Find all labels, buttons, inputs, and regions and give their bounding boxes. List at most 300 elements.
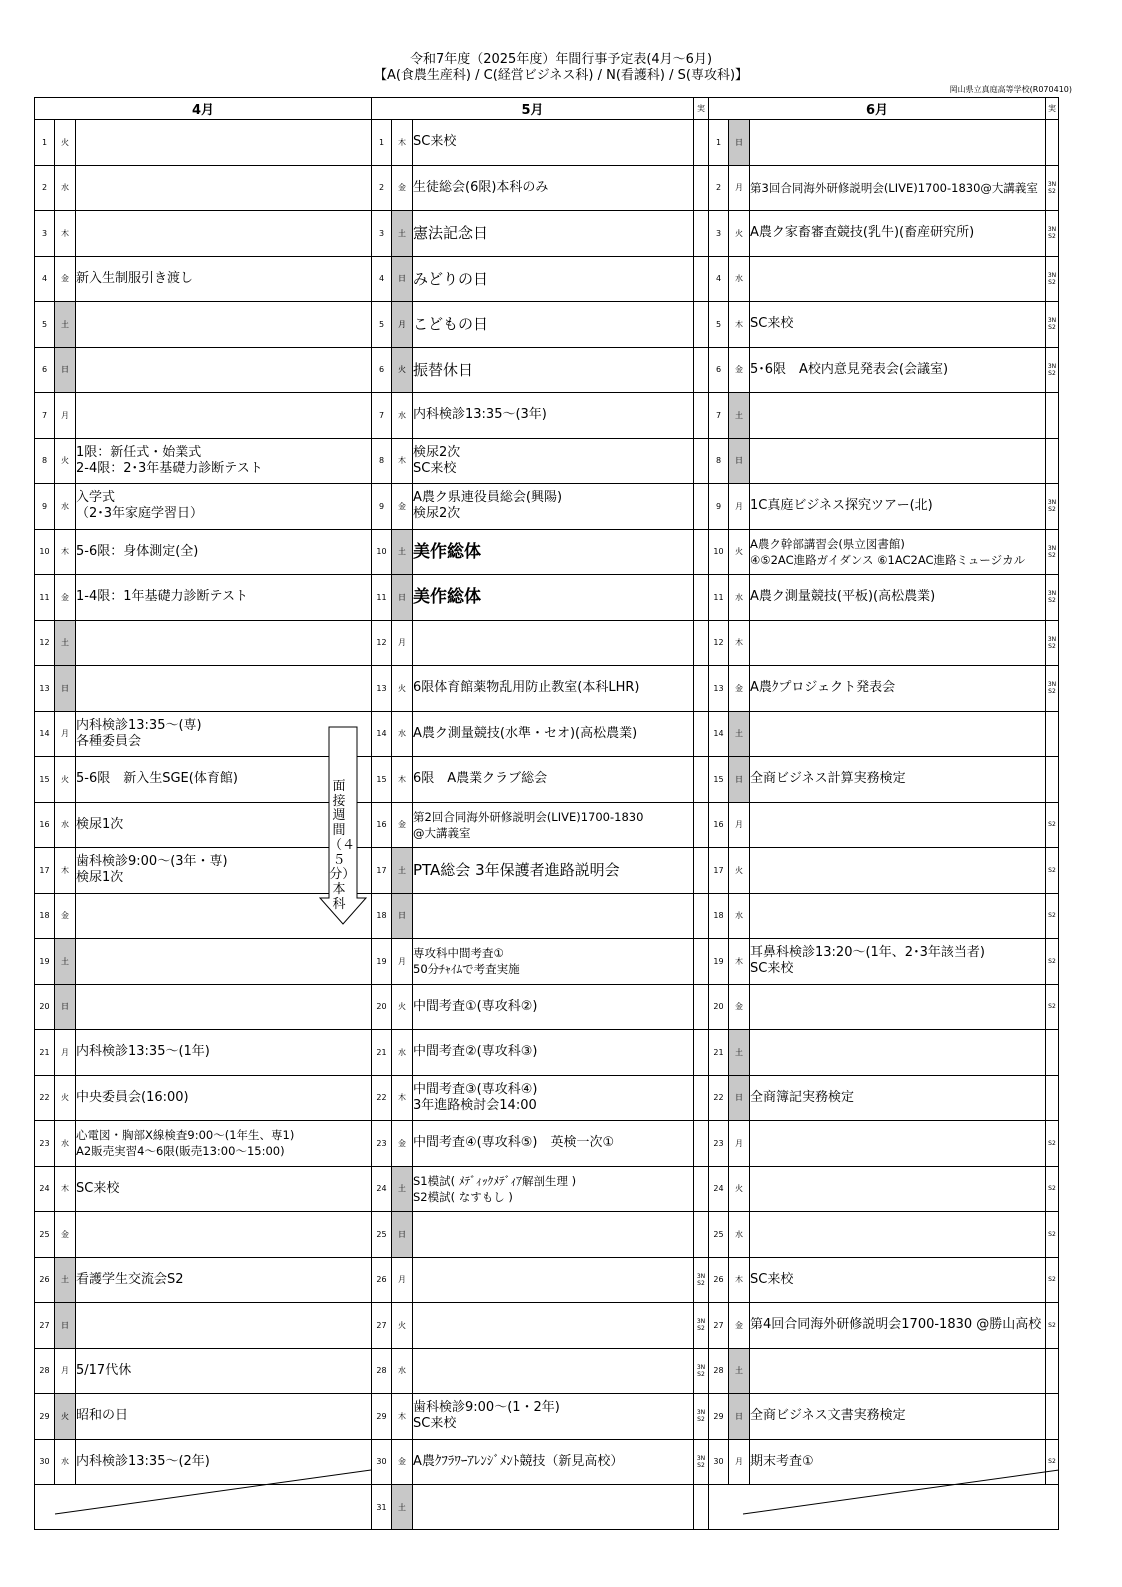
weekday-cell: 木 [392,757,413,803]
calendar-row [35,211,1059,257]
day-number: 26 [35,1257,55,1303]
weekday-cell: 木 [729,939,750,985]
jissi-cell: 3N S2 [1046,347,1059,393]
weekday-cell: 土 [55,302,76,348]
event-cell: 美作総体 [413,529,694,575]
event-cell [750,1166,1046,1212]
day-number: 10 [709,529,729,575]
day-number: 26 [709,1257,729,1303]
event-cell [76,666,372,712]
month-header-row [35,98,1059,120]
jissi-cell: 3N S2 [1046,484,1059,530]
weekday-cell: 水 [55,802,76,848]
day-number: 26 [372,1257,392,1303]
event-cell [750,393,1046,439]
day-number: 22 [709,1075,729,1121]
event-cell: こどもの日 [413,302,694,348]
weekday-cell: 金 [729,666,750,712]
event-cell [76,939,372,985]
event-cell [76,347,372,393]
day-number: 6 [35,347,55,393]
calendar-row [35,302,1059,348]
month-header-may: 5月 [372,98,694,120]
day-number: 15 [372,757,392,803]
day-number: 13 [709,666,729,712]
jissi-cell: 3N S2 [1046,165,1059,211]
event-cell [750,711,1046,757]
day-number: 12 [35,620,55,666]
day-number: 25 [35,1212,55,1258]
event-cell: 生徒総会(6限)本科のみ [413,165,694,211]
calendar-row [35,529,1059,575]
jissi-cell: 3N S2 [1046,575,1059,621]
day-number: 24 [372,1166,392,1212]
event-cell [413,1348,694,1394]
weekday-cell: 土 [392,211,413,257]
day-number: 28 [35,1348,55,1394]
event-cell: SC来校 [750,302,1046,348]
weekday-cell: 木 [392,438,413,484]
day-number: 9 [372,484,392,530]
day-number: 14 [35,711,55,757]
weekday-cell: 日 [729,757,750,803]
weekday-cell: 土 [392,1166,413,1212]
day-number: 24 [35,1166,55,1212]
interview-week-label: 面接週間（４５分）本科 [329,779,356,912]
weekday-cell: 月 [55,711,76,757]
day-number: 20 [372,984,392,1030]
event-cell: みどりの日 [413,256,694,302]
day-number: 2 [35,165,55,211]
weekday-cell: 日 [392,575,413,621]
jissi-cell [694,984,709,1030]
weekday-cell: 木 [729,1257,750,1303]
event-cell: SC来校 [76,1166,372,1212]
jissi-cell: 3N S2 [1046,211,1059,257]
weekday-cell: 火 [55,1075,76,1121]
event-cell: 中間考査④(専攻科⑤) 英検一次① [413,1121,694,1167]
calendar-row [35,1030,1059,1076]
event-cell: 中間考査①(専攻科②) [413,984,694,1030]
event-cell [413,1257,694,1303]
day-number: 18 [372,893,392,939]
weekday-cell: 日 [729,438,750,484]
event-cell [413,893,694,939]
day-number: 12 [709,620,729,666]
weekday-cell: 土 [392,1485,413,1530]
calendar-row [35,256,1059,302]
event-cell: 6限 A農業クラブ総会 [413,757,694,803]
jissi-cell [694,1075,709,1121]
event-cell: 期末考査① [750,1439,1046,1485]
day-number: 3 [372,211,392,257]
day-number: 28 [709,1348,729,1394]
day-number: 12 [372,620,392,666]
blank-cell [709,1485,1059,1530]
weekday-cell: 日 [392,1212,413,1258]
weekday-cell: 木 [392,120,413,166]
weekday-cell: 火 [55,1394,76,1440]
jissi-cell [694,347,709,393]
blank-cell [35,1485,372,1530]
day-number: 10 [35,529,55,575]
day-number: 18 [709,893,729,939]
event-cell: 中間考査②(専攻科③) [413,1030,694,1076]
jissi-cell [694,393,709,439]
jissi-cell: 3N S2 [1046,529,1059,575]
day-number: 19 [709,939,729,985]
weekday-cell: 木 [55,1166,76,1212]
weekday-cell: 金 [55,893,76,939]
jissi-cell: 3N S2 [694,1257,709,1303]
weekday-cell: 月 [392,939,413,985]
jissi-cell: 3N S2 [694,1303,709,1349]
day-number: 25 [709,1212,729,1258]
event-cell [750,984,1046,1030]
jissi-cell [694,256,709,302]
event-cell [750,1348,1046,1394]
day-number: 14 [709,711,729,757]
jissi-cell: 3N S2 [694,1348,709,1394]
event-cell: 専攻科中間考査① 50分ﾁｬｲﾑで考査実施 [413,939,694,985]
day-number: 30 [372,1439,392,1485]
event-cell: 歯科検診9:00～(3年・専) 検尿1次 [76,848,372,894]
day-number: 18 [35,893,55,939]
event-cell: 新入生制服引き渡し [76,256,372,302]
event-cell [413,1212,694,1258]
calendar-row [35,893,1059,939]
event-cell: 内科検診13:35～(2年) [76,1439,372,1485]
jissi-cell: S2 [1046,1257,1059,1303]
event-cell: S1模試( ﾒﾃﾞｨｯｸﾒﾃﾞｨｱ解剖生理 ) S2模試( なすもし ) [413,1166,694,1212]
jissi-cell [694,438,709,484]
day-number: 7 [709,393,729,439]
weekday-cell: 木 [729,620,750,666]
event-cell: 全商ビジネス文書実務検定 [750,1394,1046,1440]
event-cell: 5-6限 新入生SGE(体育館) [76,757,372,803]
event-cell: 憲法記念日 [413,211,694,257]
jissi-cell [694,620,709,666]
event-cell [76,165,372,211]
weekday-cell: 月 [729,1439,750,1485]
event-cell [76,393,372,439]
jissi-cell: 3N S2 [1046,620,1059,666]
weekday-cell: 土 [55,620,76,666]
jissi-cell [694,1166,709,1212]
calendar-row [35,711,1059,757]
jissi-cell: S2 [1046,1166,1059,1212]
weekday-cell: 土 [55,1257,76,1303]
event-cell [750,1121,1046,1167]
day-number: 29 [709,1394,729,1440]
day-number: 9 [35,484,55,530]
day-number: 7 [372,393,392,439]
event-cell: A農ク測量競技(平板)(高松農業) [750,575,1046,621]
weekday-cell: 水 [729,1212,750,1258]
day-number: 21 [372,1030,392,1076]
day-number: 23 [372,1121,392,1167]
day-number: 13 [372,666,392,712]
day-number: 27 [709,1303,729,1349]
event-cell: 中間考査③(専攻科④) 3年進路検討会14:00 [413,1075,694,1121]
calendar-row [35,120,1059,166]
jissi-cell [694,211,709,257]
weekday-cell: 木 [55,529,76,575]
calendar-row [35,484,1059,530]
day-number: 3 [35,211,55,257]
event-cell: 5-6限：身体測定(全) [76,529,372,575]
day-number: 17 [709,848,729,894]
jissi-cell: 3N S2 [1046,666,1059,712]
event-cell [76,620,372,666]
event-cell: 振替休日 [413,347,694,393]
day-number: 30 [709,1439,729,1485]
day-number: 15 [35,757,55,803]
jissi-cell [694,120,709,166]
jissi-cell [1046,1394,1059,1440]
weekday-cell: 月 [729,484,750,530]
day-number: 20 [35,984,55,1030]
event-cell: 耳鼻科検診13:20～(1年、2･3年該当者) SC来校 [750,939,1046,985]
calendar-row [35,666,1059,712]
weekday-cell: 木 [55,211,76,257]
jissi-cell [1046,438,1059,484]
jissi-cell [694,711,709,757]
day-number: 8 [709,438,729,484]
jissi-cell: 3N S2 [694,1439,709,1485]
jissi-cell [694,302,709,348]
event-cell: 5･6限 A校内意見発表会(会議室) [750,347,1046,393]
event-cell: 全商簿記実務検定 [750,1075,1046,1121]
weekday-cell: 金 [55,1212,76,1258]
jissi-cell: S2 [1046,1212,1059,1258]
day-number: 5 [709,302,729,348]
day-number: 30 [35,1439,55,1485]
day-number: 5 [35,302,55,348]
weekday-cell: 火 [392,666,413,712]
day-number: 10 [372,529,392,575]
day-number: 21 [709,1030,729,1076]
weekday-cell: 木 [55,848,76,894]
weekday-cell: 土 [392,529,413,575]
jissi-cell [694,848,709,894]
weekday-cell: 水 [392,393,413,439]
event-cell [413,1485,694,1530]
weekday-cell: 火 [392,347,413,393]
jissi-cell: 3N S2 [694,1394,709,1440]
day-number: 23 [35,1121,55,1167]
day-number: 4 [709,256,729,302]
weekday-cell: 月 [392,1257,413,1303]
weekday-cell: 金 [392,165,413,211]
jissi-cell [1046,393,1059,439]
weekday-cell: 木 [392,1394,413,1440]
weekday-cell: 木 [392,1075,413,1121]
event-cell: A農ｸﾌﾗﾜｰｱﾚﾝｼﾞﾒﾝﾄ競技（新見高校） [413,1439,694,1485]
day-number: 5 [372,302,392,348]
day-number: 29 [35,1394,55,1440]
weekday-cell: 月 [55,1348,76,1394]
calendar-row [35,347,1059,393]
day-number: 6 [709,347,729,393]
day-number: 2 [709,165,729,211]
weekday-cell: 水 [392,1030,413,1076]
event-cell: SC来校 [750,1257,1046,1303]
day-number: 23 [709,1121,729,1167]
school-name: 岡山県立真庭高等学校(R070410) [949,85,1072,94]
weekday-cell: 日 [392,893,413,939]
weekday-cell: 日 [55,666,76,712]
jissi-cell: S2 [1046,848,1059,894]
event-cell [750,120,1046,166]
calendar-row [35,1257,1059,1303]
event-cell: A農ク幹部講習会(県立図書館) ④⑤2AC進路ガイダンス ⑥1AC2AC進路ミュージカル [750,529,1046,575]
weekday-cell: 金 [729,1303,750,1349]
jissi-cell [1046,711,1059,757]
event-cell: 入学式 （2･3年家庭学習日） [76,484,372,530]
day-number: 16 [372,802,392,848]
jissi-header-june: 実 [1046,98,1059,120]
weekday-cell: 土 [729,393,750,439]
weekday-cell: 火 [729,529,750,575]
jissi-cell [694,757,709,803]
event-cell: 歯科検診9:00～(1・2年) SC来校 [413,1394,694,1440]
day-number: 17 [35,848,55,894]
event-cell: 第4回合同海外研修説明会1700-1830 @勝山高校 [750,1303,1046,1349]
day-number: 19 [35,939,55,985]
day-number: 9 [709,484,729,530]
day-number: 4 [35,256,55,302]
weekday-cell: 金 [392,802,413,848]
calendar-row [35,438,1059,484]
weekday-cell: 月 [729,165,750,211]
jissi-cell [1046,1030,1059,1076]
page-title: 令和7年度（2025年度）年間行事予定表(4月～6月) [409,52,713,67]
calendar-row [35,1394,1059,1440]
weekday-cell: 水 [729,256,750,302]
weekday-cell: 土 [729,1030,750,1076]
weekday-cell: 火 [729,211,750,257]
day-number: 28 [372,1348,392,1394]
calendar-row [35,1121,1059,1167]
day-number: 15 [709,757,729,803]
weekday-cell: 金 [392,1121,413,1167]
day-number: 1 [709,120,729,166]
day-number: 11 [372,575,392,621]
event-cell: 美作総体 [413,575,694,621]
event-cell: SC来校 [413,120,694,166]
calendar-row [35,848,1059,894]
weekday-cell: 火 [729,1166,750,1212]
event-cell: A農ｸプロジェクト発表会 [750,666,1046,712]
calendar-row [35,620,1059,666]
day-number: 21 [35,1030,55,1076]
event-cell [750,256,1046,302]
day-number: 6 [372,347,392,393]
day-number: 1 [35,120,55,166]
event-cell [413,1303,694,1349]
day-number: 17 [372,848,392,894]
weekday-cell: 火 [55,757,76,803]
calendar-row [35,757,1059,803]
jissi-cell [1046,120,1059,166]
jissi-header-may: 実 [694,98,709,120]
weekday-cell: 火 [392,1303,413,1349]
event-cell [750,802,1046,848]
jissi-cell [694,484,709,530]
event-cell: 1-4限：1年基礎力診断テスト [76,575,372,621]
calendar-row [35,1439,1059,1485]
weekday-cell: 土 [729,711,750,757]
event-cell: A農ク測量競技(水準・セオ)(高松農業) [413,711,694,757]
weekday-cell: 月 [55,1030,76,1076]
day-number: 8 [372,438,392,484]
weekday-cell: 水 [729,575,750,621]
weekday-cell: 土 [729,1348,750,1394]
event-cell: 1C真庭ビジネス探究ツアー(北) [750,484,1046,530]
event-cell: 内科検診13:35～(専) 各種委員会 [76,711,372,757]
jissi-cell [694,1121,709,1167]
day-number: 27 [372,1303,392,1349]
jissi-cell [694,1485,709,1530]
day-number: 2 [372,165,392,211]
weekday-cell: 水 [55,1121,76,1167]
jissi-cell: S2 [1046,939,1059,985]
weekday-cell: 日 [729,1075,750,1121]
event-cell: PTA総会 3年保護者進路説明会 [413,848,694,894]
day-number: 1 [372,120,392,166]
weekday-cell: 火 [55,120,76,166]
weekday-cell: 水 [392,711,413,757]
day-number: 16 [35,802,55,848]
event-cell [76,1212,372,1258]
jissi-cell [694,529,709,575]
event-cell: A農ク家畜審査競技(乳牛)(畜産研究所) [750,211,1046,257]
calendar-row [35,575,1059,621]
day-number: 4 [372,256,392,302]
weekday-cell: 月 [392,620,413,666]
weekday-cell: 火 [729,848,750,894]
event-cell [76,120,372,166]
month-header-april: 4月 [35,98,372,120]
event-cell: 全商ビジネス計算実務検定 [750,757,1046,803]
event-cell: 内科検診13:35～(3年) [413,393,694,439]
jissi-cell [1046,757,1059,803]
jissi-cell: S2 [1046,1121,1059,1167]
jissi-cell: S2 [1046,984,1059,1030]
jissi-cell: S2 [1046,802,1059,848]
weekday-cell: 日 [729,120,750,166]
weekday-cell: 月 [729,802,750,848]
jissi-cell: 3N S2 [1046,256,1059,302]
day-number: 8 [35,438,55,484]
day-number: 16 [709,802,729,848]
jissi-cell [694,165,709,211]
day-number: 24 [709,1166,729,1212]
weekday-cell: 日 [55,1303,76,1349]
day-number: 11 [709,575,729,621]
weekday-cell: 水 [392,1348,413,1394]
weekday-cell: 火 [55,438,76,484]
weekday-cell: 火 [392,984,413,1030]
day-number: 14 [372,711,392,757]
weekday-cell: 土 [55,939,76,985]
jissi-cell: S2 [1046,1439,1059,1485]
calendar-row [35,1348,1059,1394]
event-cell: 5/17代休 [76,1348,372,1394]
jissi-cell [694,1212,709,1258]
day-number: 7 [35,393,55,439]
